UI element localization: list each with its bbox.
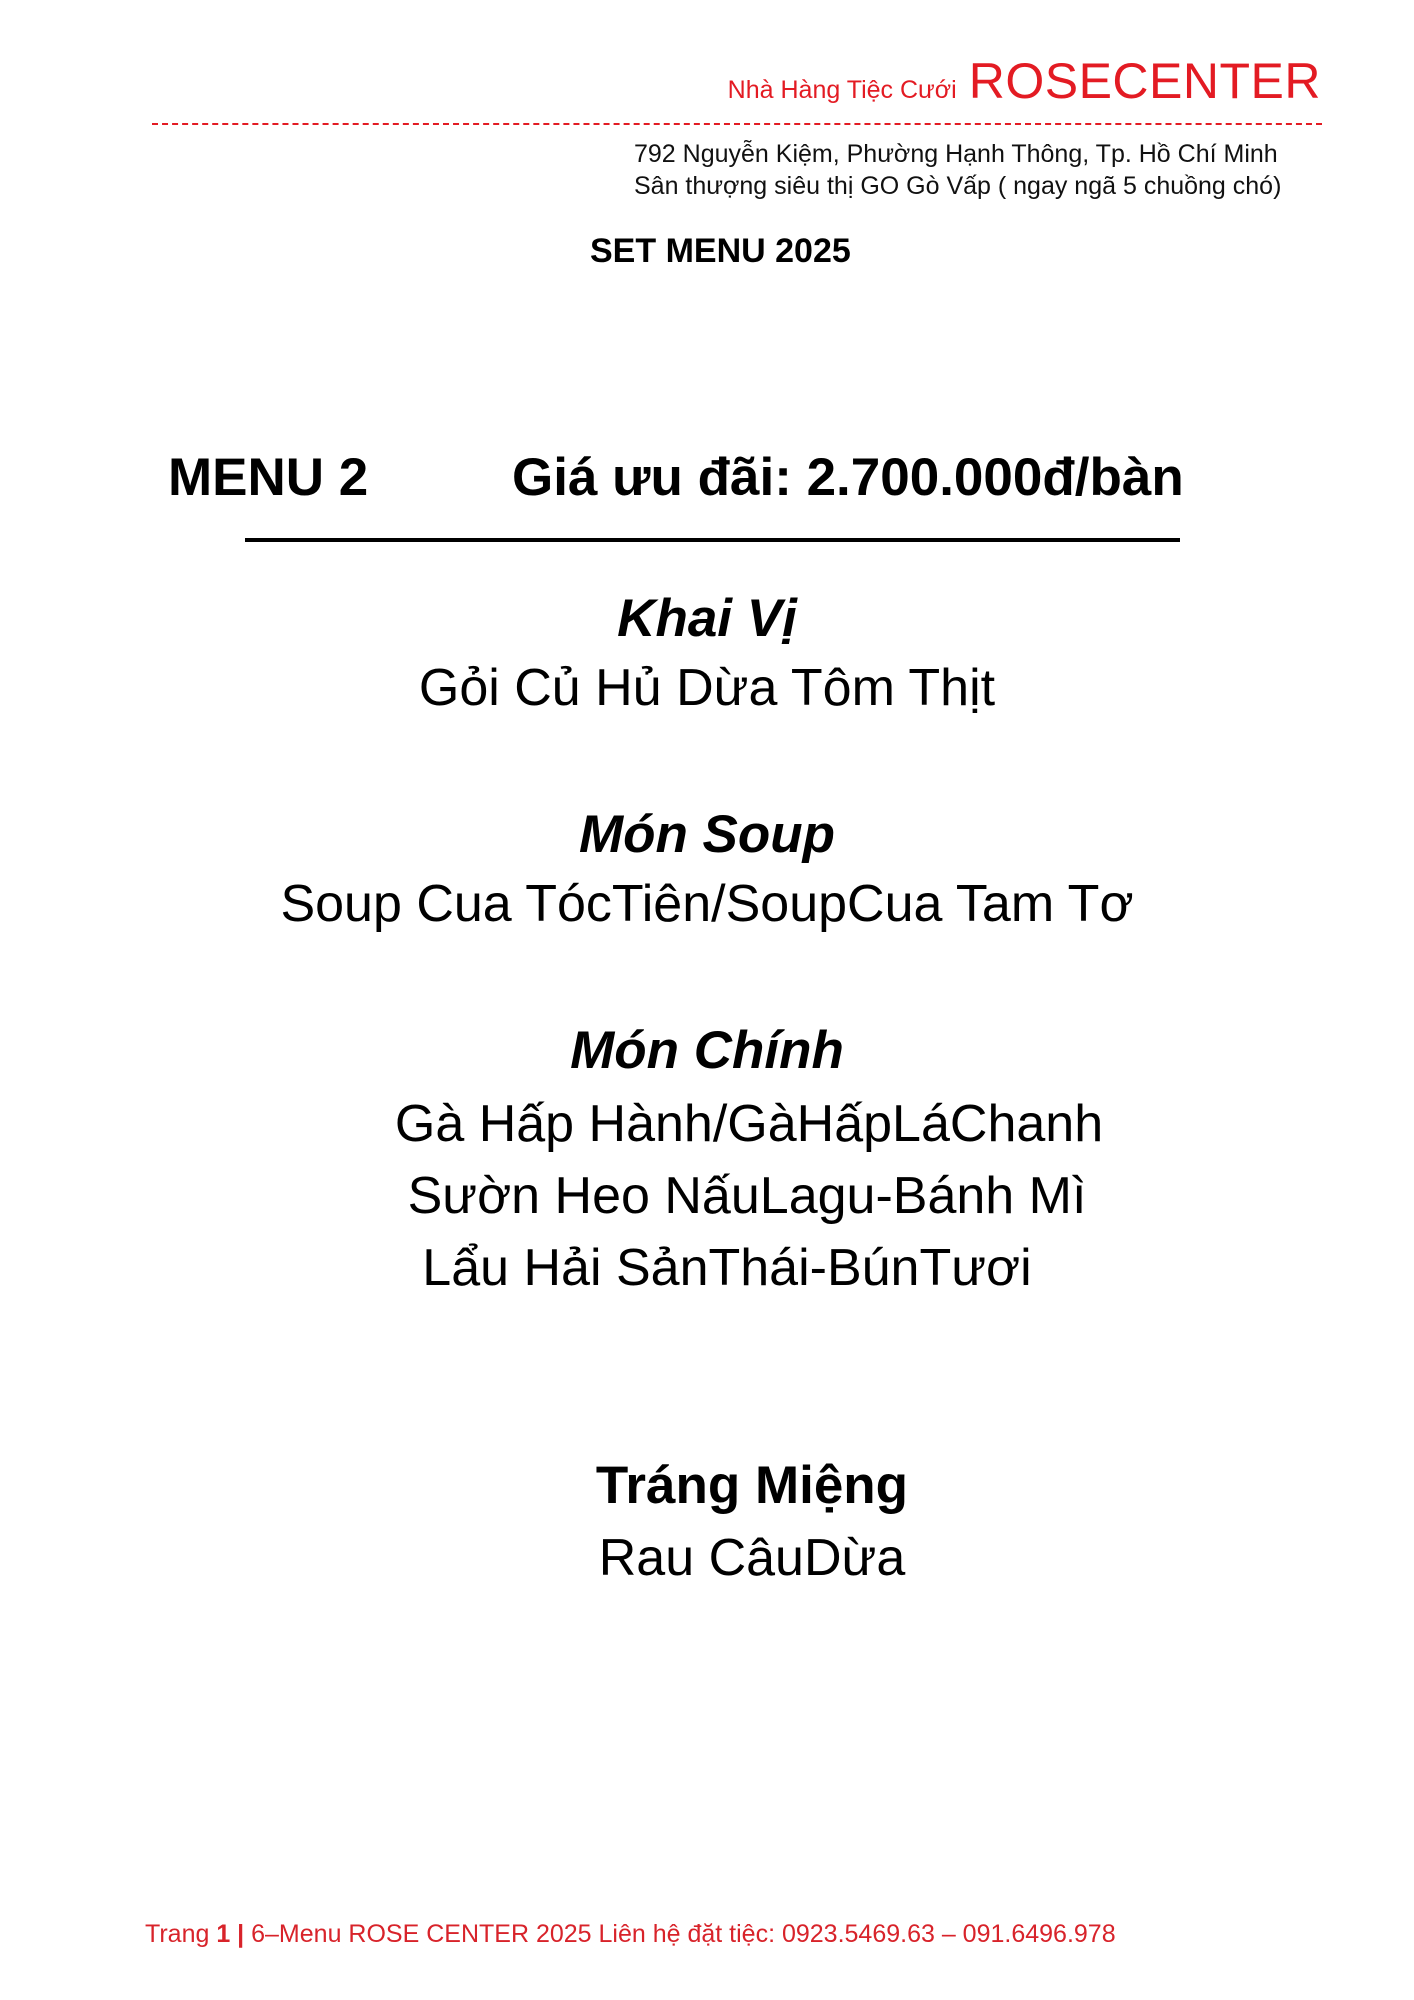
dish-item: Gỏi Củ Hủ Dừa Tôm Thịt xyxy=(418,659,996,717)
footer-page-number: 1 xyxy=(216,1920,231,1948)
section-title-main: Món Chính xyxy=(570,1021,844,1080)
dish-item: Gà Hấp Hành/GàHấpLáChanh xyxy=(394,1095,1104,1153)
dish-item: Rau CâuDừa xyxy=(598,1529,906,1587)
section-title-soup: Món Soup xyxy=(578,805,836,864)
menu-price: Giá ưu đãi: 2.700.000đ/bàn xyxy=(512,448,1184,507)
footer-separator: | xyxy=(230,1920,252,1948)
section-title-appetizer: Khai Vị xyxy=(617,589,797,648)
page-title: SET MENU 2025 xyxy=(590,232,851,270)
dish-item: Sườn Heo NấuLagu-Bánh Mì xyxy=(407,1167,1087,1225)
dish-item: Soup Cua TócTiên/SoupCua Tam Tơ xyxy=(280,875,1134,933)
address-block xyxy=(634,138,1281,202)
header-dashed-divider xyxy=(152,123,1322,125)
brand-name: ROSECENTER xyxy=(968,53,1321,109)
section-title-dessert: Tráng Miệng xyxy=(595,1456,909,1515)
brand-header xyxy=(728,52,1321,110)
footer-page-prefix: Trang xyxy=(145,1920,217,1948)
footer-contact-text: 6–Menu ROSE CENTER 2025 Liên hệ đặt tiệc: 0923.5469.63 – 091.6496.978 xyxy=(251,1920,1116,1948)
address-line-2: Sân thượng siêu thị GO Gò Vấp ( ngay ngã 5 chuồng chó) xyxy=(634,172,1282,200)
address-line-1: 792 Nguyễn Kiệm, Phường Hạnh Thông, Tp. Hồ Chí Minh xyxy=(634,140,1278,168)
menu-divider xyxy=(245,538,1180,542)
brand-prefix: Nhà Hàng Tiệc Cưới xyxy=(727,76,957,104)
menu-name: MENU 2 xyxy=(168,448,369,507)
page-footer xyxy=(145,1920,1116,1949)
dish-item: Lẩu Hải SảnThái-BúnTươi xyxy=(422,1239,1032,1297)
